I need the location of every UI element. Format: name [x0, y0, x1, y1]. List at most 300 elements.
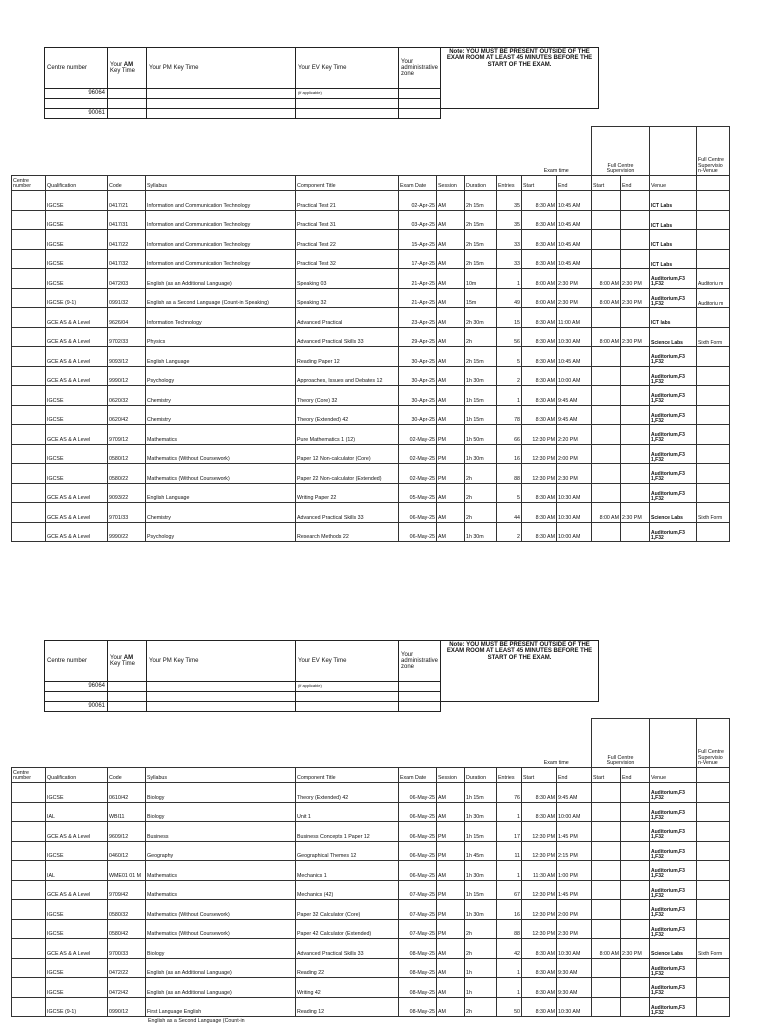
- venue-cell: Auditorium,F3 1,F32: [650, 997, 697, 1017]
- syllabus-cell: Biology: [146, 939, 296, 959]
- venue-cell: Auditorium,F3 1,F32: [650, 464, 697, 484]
- entries-cell: 33: [497, 249, 522, 269]
- start-time-cell: 8:30 AM: [522, 958, 557, 978]
- centre-number-cell: [12, 997, 46, 1017]
- exam-date-cell: 21-Apr-25: [399, 288, 437, 308]
- start-time-cell: 8:30 AM: [522, 939, 557, 959]
- fcs-venue-cell: [697, 978, 730, 998]
- exam-date-cell: 08-May-25: [399, 997, 437, 1017]
- syllabus-cell: English as a Second Language (Count-in Speaking): [146, 288, 296, 308]
- exam-date-cell: 03-Apr-25: [399, 210, 437, 230]
- fcs-start-cell: [592, 900, 621, 920]
- fcs-venue-cell: [697, 802, 730, 822]
- component-title-cell: Mechanics (42): [296, 880, 399, 900]
- end-time-cell: 2:30 PM: [557, 269, 592, 289]
- centre-number-cell: [12, 191, 46, 211]
- blank-cell: [108, 99, 147, 109]
- centre-number-cell: [12, 503, 46, 523]
- table-row: [12, 880, 730, 900]
- fcs-start-cell: [592, 978, 621, 998]
- venue-cell: Auditorium,F3 1,F32: [650, 783, 697, 803]
- fcs-end-cell: [621, 230, 650, 250]
- fcs-end-cell: [621, 405, 650, 425]
- duration-cell: 2h: [465, 327, 497, 347]
- code-cell: 9709/42: [108, 880, 146, 900]
- admin-zone-value[interactable]: [399, 89, 441, 99]
- qualification-cell: IGCSE: [46, 230, 108, 250]
- centre-number-cell: [12, 900, 46, 920]
- fcs-start-cell: [592, 997, 621, 1017]
- syllabus-cell: Mathematics (Without Coursework): [146, 900, 296, 920]
- component-title-cell: Theory (Extended) 42: [296, 405, 399, 425]
- session-cell: PM: [437, 464, 465, 484]
- code-cell: 0620/42: [108, 405, 146, 425]
- ev-key-label: Your EV Key Time: [296, 641, 399, 682]
- fcs-venue-header: [697, 768, 730, 783]
- centre-number-cell: [12, 978, 46, 998]
- session-cell: AM: [437, 230, 465, 250]
- exam-table-1: [11, 126, 730, 542]
- ev-key-label: Your EV Key Time: [296, 48, 399, 89]
- code-cell: 0472/42: [108, 978, 146, 998]
- end-time-cell: 9:30 AM: [557, 958, 592, 978]
- fcs-venue-cell: [697, 861, 730, 881]
- blank-cell: [108, 109, 147, 119]
- fcs-venue-cell: [697, 405, 730, 425]
- exam-date-cell: 21-Apr-25: [399, 269, 437, 289]
- syllabus-cell: English Language: [146, 483, 296, 503]
- table-row: [12, 841, 730, 861]
- exam-date-cell: 30-Apr-25: [399, 405, 437, 425]
- table-row: [12, 347, 730, 367]
- entries-cell: 16: [497, 900, 522, 920]
- session-cell: AM: [437, 308, 465, 328]
- exam-time-caption: Exam time: [543, 760, 569, 767]
- start-time-cell: 8:30 AM: [522, 347, 557, 367]
- duration-cell: 1h 15m: [465, 822, 497, 842]
- code-cell: 0472/22: [108, 958, 146, 978]
- centre-number-1: 96064: [45, 89, 108, 99]
- start-time-cell: 8:30 AM: [522, 230, 557, 250]
- exam-date-cell: 15-Apr-25: [399, 230, 437, 250]
- table-row: [12, 386, 730, 406]
- fcs-end-cell: [621, 919, 650, 939]
- syllabus-cell: Geography: [146, 841, 296, 861]
- fcs-start-cell: [592, 425, 621, 445]
- end-time-cell: 9:30 AM: [557, 978, 592, 998]
- qualification-cell: IGCSE: [46, 900, 108, 920]
- duration-cell: 1h: [465, 978, 497, 998]
- component-title-cell: Theory (Core) 32: [296, 386, 399, 406]
- component-title-cell: Paper 12 Non-calculator (Core): [296, 444, 399, 464]
- syllabus-header: Syllabus: [146, 176, 296, 191]
- qualification-cell: IGCSE: [46, 464, 108, 484]
- fcs-venue-cell: [697, 783, 730, 803]
- entries-cell: 1: [497, 269, 522, 289]
- fcs-venue-cell: [697, 919, 730, 939]
- table-row: [12, 978, 730, 998]
- column-header-row: [12, 176, 730, 191]
- fcs-end-cell: [621, 347, 650, 367]
- session-cell: AM: [437, 483, 465, 503]
- end-time-cell: 2:00 PM: [557, 900, 592, 920]
- start-header: Start: [522, 768, 557, 783]
- code-header: Code: [108, 176, 146, 191]
- session-cell: AM: [437, 249, 465, 269]
- exam-date-cell: 06-May-25: [399, 861, 437, 881]
- entries-cell: 42: [497, 939, 522, 959]
- end-time-cell: 10:00 AM: [557, 522, 592, 542]
- fcs-end-header: End: [621, 176, 650, 191]
- blank-cell: [147, 99, 296, 109]
- qualification-cell: IGCSE: [46, 386, 108, 406]
- table-row: [12, 230, 730, 250]
- qualification-cell: GCE AS & A Level: [46, 822, 108, 842]
- session-cell: AM: [437, 522, 465, 542]
- session-header: Session: [437, 176, 465, 191]
- blank-cell: [650, 127, 697, 176]
- duration-cell: 1h 30m: [465, 900, 497, 920]
- fcs-end-cell: [621, 958, 650, 978]
- table-row: [12, 288, 730, 308]
- venue-cell: Auditorium,F3 1,F32: [650, 880, 697, 900]
- session-cell: AM: [437, 958, 465, 978]
- blank-cell: [399, 109, 441, 119]
- duration-cell: 1h 15m: [465, 405, 497, 425]
- session-cell: AM: [437, 269, 465, 289]
- fcs-start-cell: [592, 405, 621, 425]
- fcs-end-cell: [621, 249, 650, 269]
- start-time-cell: 8:30 AM: [522, 249, 557, 269]
- entries-cell: 5: [497, 483, 522, 503]
- duration-cell: 2h: [465, 919, 497, 939]
- fcs-start-cell: [592, 483, 621, 503]
- duration-cell: 10m: [465, 269, 497, 289]
- fcs-venue-cell: [697, 444, 730, 464]
- fcs-end-cell: [621, 997, 650, 1017]
- code-cell: 0610/42: [108, 783, 146, 803]
- exam-table-2: [11, 718, 730, 1017]
- code-cell: 0990/12: [108, 997, 146, 1017]
- code-cell: 9701/33: [108, 503, 146, 523]
- start-time-cell: 12:30 PM: [522, 900, 557, 920]
- end-time-cell: 10:45 AM: [557, 249, 592, 269]
- fcs-start-cell: [592, 522, 621, 542]
- centre-number-label: Centre number: [45, 641, 108, 682]
- blank-cell: [296, 702, 399, 712]
- entries-cell: 11: [497, 841, 522, 861]
- fcs-venue-cell: [697, 997, 730, 1017]
- venue-cell: Science Labs: [650, 327, 697, 347]
- exam-date-cell: 07-May-25: [399, 900, 437, 920]
- component-title-cell: Paper 42 Calculator (Extended): [296, 919, 399, 939]
- duration-cell: 1h 30m: [465, 366, 497, 386]
- end-time-cell: 9:45 AM: [557, 405, 592, 425]
- session-cell: PM: [437, 444, 465, 464]
- entries-cell: 5: [497, 347, 522, 367]
- centre-number-cell: [12, 327, 46, 347]
- fcs-venue-cell: [697, 425, 730, 445]
- venue-cell: Auditorium,F3 1,F32: [650, 366, 697, 386]
- component-title-cell: Reading 12: [296, 997, 399, 1017]
- fcs-venue-cell: [697, 347, 730, 367]
- table-row: [12, 822, 730, 842]
- admin-zone-value[interactable]: [399, 682, 441, 692]
- entries-cell: 1: [497, 861, 522, 881]
- blank-cell: [108, 702, 147, 712]
- exam-date-header: Exam Date: [399, 768, 437, 783]
- end-time-cell: 10:00 AM: [557, 366, 592, 386]
- duration-cell: 2h: [465, 997, 497, 1017]
- exam-rows: [12, 191, 730, 542]
- blank-cell: [399, 702, 441, 712]
- admin-zone-label: Your administrative zone: [399, 48, 441, 89]
- caption-row: [12, 719, 730, 768]
- code-cell: 0580/32: [108, 900, 146, 920]
- centre-number-cell: [12, 308, 46, 328]
- start-time-cell: 8:30 AM: [522, 210, 557, 230]
- entries-cell: 1: [497, 958, 522, 978]
- table-row: [12, 249, 730, 269]
- full-centre-supervision-caption: Full Centre Supervision: [592, 127, 650, 176]
- centre-number-cell: [12, 444, 46, 464]
- pm-key-label: Your PM Key Time: [147, 641, 296, 682]
- am-key-value[interactable]: [108, 89, 147, 99]
- am-key-value[interactable]: [108, 682, 147, 692]
- fcs-start-cell: [592, 822, 621, 842]
- exam-date-cell: 30-Apr-25: [399, 366, 437, 386]
- pm-key-value[interactable]: [147, 89, 296, 99]
- duration-header: Duration: [465, 768, 497, 783]
- exam-date-cell: 06-May-25: [399, 522, 437, 542]
- blank-cell: [147, 702, 296, 712]
- header-table: [44, 640, 599, 712]
- duration-cell: 1h 30m: [465, 522, 497, 542]
- end-time-cell: 10:45 AM: [557, 191, 592, 211]
- am-key-label: Your AM Key Time: [108, 48, 147, 89]
- venue-cell: Auditorium,F3 1,F32: [650, 386, 697, 406]
- syllabus-cell: Information and Communication Technology: [146, 249, 296, 269]
- code-cell: 0472/03: [108, 269, 146, 289]
- exam-date-cell: 07-May-25: [399, 880, 437, 900]
- fcs-venue-cell: [697, 841, 730, 861]
- fcs-start-cell: [592, 783, 621, 803]
- entries-cell: 76: [497, 783, 522, 803]
- start-time-cell: 12:30 PM: [522, 880, 557, 900]
- exam-date-cell: 23-Apr-25: [399, 308, 437, 328]
- end-time-cell: 10:30 AM: [557, 997, 592, 1017]
- centre-number-label: Centre number: [45, 48, 108, 89]
- fcs-end-cell: [621, 386, 650, 406]
- table-row: [12, 425, 730, 445]
- end-time-cell: 10:45 AM: [557, 347, 592, 367]
- venue-cell: Auditorium,F3 1,F32: [650, 288, 697, 308]
- fcs-end-cell: 2:30 PM: [621, 503, 650, 523]
- component-title-cell: Practical Test 32: [296, 249, 399, 269]
- entries-cell: 2: [497, 366, 522, 386]
- column-header-row: [12, 768, 730, 783]
- venue-cell: Auditorium,F3 1,F32: [650, 522, 697, 542]
- fcs-start-cell: [592, 249, 621, 269]
- fcs-venue-caption: Full Centre Supervisio n-Venue: [697, 127, 730, 176]
- qualification-cell: GCE AS & A Level: [46, 503, 108, 523]
- start-time-cell: 8:30 AM: [522, 978, 557, 998]
- syllabus-cell: Mathematics: [146, 425, 296, 445]
- syllabus-cell: Mathematics: [146, 861, 296, 881]
- entries-cell: 56: [497, 327, 522, 347]
- start-time-cell: 8:30 AM: [522, 503, 557, 523]
- start-time-cell: 8:00 AM: [522, 288, 557, 308]
- session-cell: PM: [437, 919, 465, 939]
- centre-number-cell: [12, 230, 46, 250]
- component-title-cell: Writing Paper 22: [296, 483, 399, 503]
- fcs-end-cell: [621, 880, 650, 900]
- entries-cell: 35: [497, 210, 522, 230]
- fcs-venue-cell: [697, 464, 730, 484]
- session-cell: PM: [437, 822, 465, 842]
- exam-date-cell: 06-May-25: [399, 822, 437, 842]
- code-cell: 0620/32: [108, 386, 146, 406]
- entries-cell: 2: [497, 522, 522, 542]
- component-title-cell: Advanced Practical Skills 33: [296, 327, 399, 347]
- venue-header: Venue: [650, 176, 697, 191]
- fcs-end-cell: [621, 366, 650, 386]
- fcs-start-cell: [592, 191, 621, 211]
- venue-cell: Auditorium,F3 1,F32: [650, 483, 697, 503]
- blank-cell: [296, 99, 399, 109]
- exam-date-cell: 02-May-25: [399, 444, 437, 464]
- session-header: Session: [437, 768, 465, 783]
- code-cell: 0417/22: [108, 230, 146, 250]
- fcs-start-cell: [592, 861, 621, 881]
- qualification-cell: GCE AS & A Level: [46, 347, 108, 367]
- entries-header: Entries: [497, 176, 522, 191]
- syllabus-cell: Mathematics: [146, 880, 296, 900]
- fcs-venue-cell: [697, 880, 730, 900]
- code-cell: 9702/33: [108, 327, 146, 347]
- entries-cell: 67: [497, 880, 522, 900]
- entries-cell: 33: [497, 230, 522, 250]
- qualification-cell: IGCSE: [46, 405, 108, 425]
- session-cell: AM: [437, 386, 465, 406]
- duration-cell: 1h 45m: [465, 841, 497, 861]
- fcs-venue-cell: [697, 900, 730, 920]
- session-cell: AM: [437, 802, 465, 822]
- end-header: End: [557, 768, 592, 783]
- start-time-cell: 12:30 PM: [522, 425, 557, 445]
- code-cell: 0417/21: [108, 191, 146, 211]
- venue-cell: ICT Labs: [650, 191, 697, 211]
- component-title-cell: Unit 1: [296, 802, 399, 822]
- qualification-cell: GCE AS & A Level: [46, 366, 108, 386]
- start-time-cell: 8:30 AM: [522, 386, 557, 406]
- venue-cell: Auditorium,F3 1,F32: [650, 978, 697, 998]
- entries-cell: 15: [497, 308, 522, 328]
- table-row: [12, 308, 730, 328]
- exam-date-cell: 06-May-25: [399, 802, 437, 822]
- start-time-cell: 12:30 PM: [522, 841, 557, 861]
- code-cell: 9093/22: [108, 483, 146, 503]
- duration-cell: 1h 15m: [465, 386, 497, 406]
- fcs-venue-cell: [697, 822, 730, 842]
- end-time-cell: 9:45 AM: [557, 386, 592, 406]
- end-time-cell: 10:00 AM: [557, 802, 592, 822]
- start-time-cell: 8:30 AM: [522, 997, 557, 1017]
- fcs-start-header: Start: [592, 176, 621, 191]
- fcs-venue-cell: [697, 522, 730, 542]
- syllabus-cell: Biology: [146, 802, 296, 822]
- fcs-start-cell: [592, 347, 621, 367]
- exam-time-caption: Exam time: [543, 168, 569, 175]
- component-title-cell: Practical Test 22: [296, 230, 399, 250]
- duration-cell: 2h 30m: [465, 308, 497, 328]
- fcs-end-cell: [621, 522, 650, 542]
- code-cell: 9626/04: [108, 308, 146, 328]
- fcs-end-cell: 2:30 PM: [621, 939, 650, 959]
- fcs-venue-cell: [697, 958, 730, 978]
- fcs-start-cell: [592, 386, 621, 406]
- qualification-cell: GCE AS & A Level: [46, 522, 108, 542]
- end-time-cell: 1:00 PM: [557, 861, 592, 881]
- syllabus-cell: Business: [146, 822, 296, 842]
- start-time-cell: 12:30 PM: [522, 822, 557, 842]
- qualification-cell: IGCSE: [46, 919, 108, 939]
- entries-cell: 49: [497, 288, 522, 308]
- fcs-start-cell: 8:00 AM: [592, 288, 621, 308]
- pm-key-value[interactable]: [147, 682, 296, 692]
- qualification-cell: GCE AS & A Level: [46, 308, 108, 328]
- syllabus-cell: Information and Communication Technology: [146, 210, 296, 230]
- syllabus-cell: Chemistry: [146, 386, 296, 406]
- code-header: Code: [108, 768, 146, 783]
- component-title-cell: Pure Mathematics 1 (12): [296, 425, 399, 445]
- session-cell: PM: [437, 900, 465, 920]
- fcs-venue-cell: Auditoriu m: [697, 269, 730, 289]
- exam-date-cell: 08-May-25: [399, 939, 437, 959]
- centre-number-header: Centre number: [12, 768, 46, 783]
- centre-number-cell: [12, 405, 46, 425]
- blank-cell: [441, 702, 599, 712]
- code-cell: 9609/12: [108, 822, 146, 842]
- duration-cell: 2h 15m: [465, 347, 497, 367]
- exam-date-cell: 17-Apr-25: [399, 249, 437, 269]
- qualification-cell: GCE AS & A Level: [46, 939, 108, 959]
- end-time-cell: 2:00 PM: [557, 444, 592, 464]
- centre-number-cell: [12, 939, 46, 959]
- end-time-cell: 2:30 PM: [557, 464, 592, 484]
- venue-cell: Science Labs: [650, 503, 697, 523]
- end-time-cell: 1:45 PM: [557, 880, 592, 900]
- session-cell: AM: [437, 347, 465, 367]
- code-cell: 9709/12: [108, 425, 146, 445]
- session-cell: AM: [437, 327, 465, 347]
- component-title-cell: Research Methods 22: [296, 522, 399, 542]
- blank-cell: [45, 692, 108, 702]
- fcs-start-cell: [592, 958, 621, 978]
- duration-cell: 2h: [465, 464, 497, 484]
- blank-cell: [296, 692, 399, 702]
- component-title-cell: Reading 22: [296, 958, 399, 978]
- fcs-venue-cell: [697, 483, 730, 503]
- table-row: [12, 327, 730, 347]
- syllabus-cell: Psychology: [146, 522, 296, 542]
- fcs-end-cell: [621, 483, 650, 503]
- start-time-cell: 12:30 PM: [522, 919, 557, 939]
- start-header: Start: [522, 176, 557, 191]
- blank-cell: [147, 109, 296, 119]
- end-time-cell: 10:30 AM: [557, 327, 592, 347]
- blank-cell: [441, 109, 599, 119]
